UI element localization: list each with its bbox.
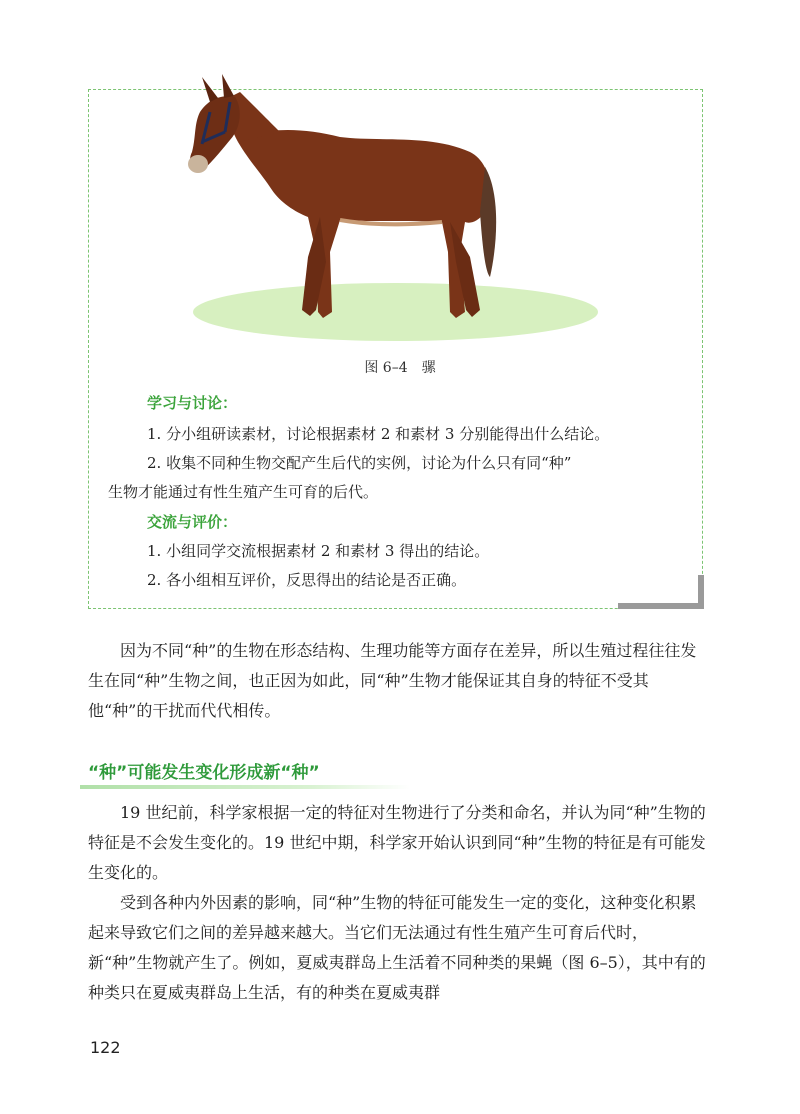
discussion-item-2: 2. 收集不同种生物交配产生后代的实例，讨论为什么只有同“种” (147, 454, 572, 472)
discussion-item-1: 1. 分小组研读素材，讨论根据素材 2 和素材 3 分别能得出什么结论。 (147, 425, 610, 443)
mule-image (180, 72, 520, 332)
paragraph-1: 因为不同“种”的生物在形态结构、生理功能等方面存在差异，所以生殖过程往往发生在同“种”生物之间，也正因为如此，同“种”生物才能保证其自身的特征不受其他“种”的干扰而代代相传。 (88, 641, 697, 720)
discussion-item-2-cont: 生物才能通过有性生殖产生可育的后代。 (108, 483, 379, 501)
section-underline (80, 785, 410, 789)
page-number: 122 (90, 1038, 121, 1057)
paragraph-3: 受到各种内外因素的影响，同“种”生物的特征可能发生一定的变化，这种变化积累起来导致它们之间的差异越来越大。当它们无法通过有性生殖产生可育后代时，新“种”生物就产生了。例如，夏威夷群岛上生活着不同种类的果蝇（图 6–5），其中有的种类只在夏威夷群岛上生活，有的种类在夏威夷群 (88, 893, 706, 1002)
section-title: “种”可能发生变化形成新“种” (88, 763, 320, 783)
paragraph-2: 19 世纪前，科学家根据一定的特征对生物进行了分类和命名，并认为同“种”生物的特征是不会发生变化的。19 世纪中期，科学家开始认识到同“种”生物的特征是有可能发生变化的。 (88, 803, 706, 882)
discussion-heading: 学习与讨论： (147, 394, 238, 412)
exchange-item-2: 2. 各小组相互评价，反思得出的结论是否正确。 (147, 571, 467, 589)
exchange-heading: 交流与评价： (147, 513, 238, 531)
figure-caption: 图 6–4 骡 (364, 360, 436, 376)
box-corner-shadow-bottom (618, 603, 704, 609)
exchange-item-1: 1. 小组同学交流根据素材 2 和素材 3 得出的结论。 (147, 542, 490, 560)
